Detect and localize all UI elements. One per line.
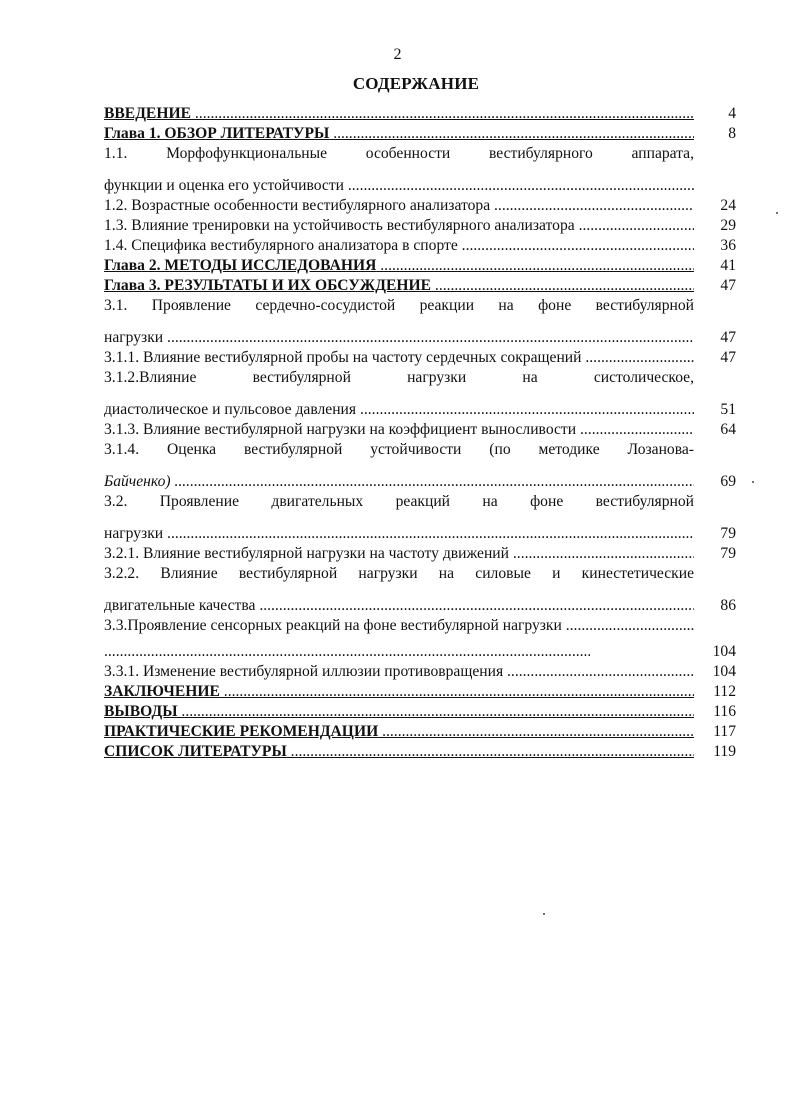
- toc-entry-title: 1.4. Специфика вестибулярного анализатора в спорте .....: [104, 236, 694, 256]
- toc-entry-page: 51: [720, 401, 736, 418]
- toc-entry-page: 104: [712, 643, 736, 660]
- toc-entry[interactable]: [104, 236, 744, 256]
- toc-entry-page: 47: [720, 329, 736, 346]
- toc-entry[interactable]: [104, 524, 744, 544]
- toc-entry[interactable]: [104, 596, 744, 616]
- toc-entry-page: 119: [713, 743, 736, 760]
- toc-entry[interactable]: [104, 196, 744, 216]
- toc-entry-title: 1.2. Возрастные особенности вестибулярного анализатора .....: [104, 196, 694, 216]
- toc-entry[interactable]: [104, 328, 744, 348]
- toc-entry-title: Глава 2. МЕТОДЫ ИССЛЕДОВАНИЯ .....: [104, 256, 694, 276]
- toc-entry-page: 86: [720, 597, 736, 614]
- toc-entry-page: 47: [720, 349, 736, 366]
- toc-entry-page: 104: [712, 663, 736, 680]
- toc-entry-page: 79: [720, 545, 736, 562]
- toc-entry-title: [104, 642, 590, 662]
- toc-entry[interactable]: [104, 256, 744, 276]
- toc-entry[interactable]: [104, 662, 744, 682]
- toc-entry-page: 47: [720, 277, 736, 294]
- toc-entry[interactable]: [104, 144, 744, 170]
- toc-entry[interactable]: [104, 176, 744, 196]
- toc-entry[interactable]: [104, 216, 744, 236]
- toc-entry-page: 64: [720, 421, 736, 438]
- toc-entry-page: 36: [720, 237, 736, 254]
- toc-entry[interactable]: [104, 492, 744, 518]
- toc-entry[interactable]: [104, 682, 744, 702]
- toc-entry[interactable]: [104, 722, 744, 742]
- toc-entry-title: 3.1.1. Влияние вестибулярной пробы на частоту сердечных сокращений .....: [104, 348, 694, 368]
- table-of-contents: [104, 104, 744, 762]
- toc-entry[interactable]: [104, 472, 744, 492]
- toc-entry-page: 69: [720, 473, 736, 490]
- toc-entry-title: 3.2.1. Влияние вестибулярной нагрузки на частоту движений .....: [104, 544, 694, 564]
- toc-entry-title: двигательные качества .....: [104, 596, 694, 616]
- toc-entry[interactable]: [104, 420, 744, 440]
- toc-entry-page: 29: [720, 217, 736, 234]
- toc-entry[interactable]: [104, 368, 744, 394]
- toc-entry[interactable]: [104, 104, 744, 124]
- toc-entry[interactable]: [104, 440, 744, 466]
- page-title: СОДЕРЖАНИЕ: [352, 74, 480, 93]
- toc-entry-title: ЗАКЛЮЧЕНИЕ .....: [104, 682, 694, 702]
- toc-entry[interactable]: [104, 124, 744, 144]
- toc-entry-page: 4: [728, 105, 736, 122]
- toc-entry-page: 79: [720, 525, 736, 542]
- toc-entry-title: 3.1.3. Влияние вестибулярной нагрузки на коэффициент выносливости .....: [104, 420, 694, 440]
- toc-entry[interactable]: [104, 276, 744, 296]
- toc-entry-title: 3.1.4. Оценка вестибулярной устойчивости (по методике Лозанова-: [104, 441, 694, 458]
- toc-entry-title: СПИСОК ЛИТЕРАТУРЫ .....: [104, 742, 694, 762]
- scan-speck: [776, 212, 778, 214]
- toc-entry[interactable]: [104, 616, 744, 642]
- toc-entry[interactable]: [104, 296, 744, 322]
- toc-entry-page: 8: [728, 125, 736, 142]
- toc-entry-title: 3.1. Проявление сердечно-сосудистой реакции на фоне вестибулярной: [104, 297, 694, 314]
- toc-entry-title: ВВЕДЕНИЕ .....: [104, 104, 694, 124]
- toc-entry-title: 3.3.1. Изменение вестибулярной иллюзии противовращения .....: [104, 662, 694, 682]
- scan-speck: [543, 913, 545, 915]
- toc-entry-page: 24: [720, 197, 736, 214]
- toc-entry[interactable]: [104, 742, 744, 762]
- toc-entry-title: 1.1. Морфофункциональные особенности вестибулярного аппарата,: [104, 145, 694, 162]
- toc-entry-page: 112: [713, 683, 736, 700]
- toc-entry-title: 3.2.2. Влияние вестибулярной нагрузки на силовые и кинестетические: [104, 565, 694, 582]
- toc-entry-title: Глава 1. ОБЗОР ЛИТЕРАТУРЫ .....: [104, 124, 694, 144]
- scan-speck: [752, 481, 754, 483]
- toc-entry[interactable]: [104, 348, 744, 368]
- toc-entry-title: 3.2. Проявление двигательных реакций на фоне вестибулярной: [104, 493, 694, 510]
- toc-entry-title: ВЫВОДЫ .....: [104, 702, 694, 722]
- toc-entry-title: 1.3. Влияние тренировки на устойчивость вестибулярного анализатора .....: [104, 216, 694, 236]
- toc-entry[interactable]: [104, 702, 744, 722]
- toc-entry[interactable]: [104, 544, 744, 564]
- toc-entry[interactable]: [104, 400, 744, 420]
- toc-entry-title: 3.1.2.Влияние вестибулярной нагрузки на систолическое,: [104, 369, 694, 386]
- toc-entry-title: нагрузки .....: [104, 328, 694, 348]
- toc-entry[interactable]: [104, 564, 744, 590]
- toc-entry-title: ПРАКТИЧЕСКИЕ РЕКОМЕНДАЦИИ .....: [104, 722, 694, 742]
- toc-entry-title: функции и оценка его устойчивости .....: [104, 176, 694, 196]
- toc-entry-page: 116: [713, 703, 736, 720]
- toc-entry-title: 3.3.Проявление сенсорных реакций на фоне вестибулярной нагрузки .....: [104, 616, 694, 636]
- page-number: 2: [393, 46, 402, 63]
- toc-entry-title: диастолическое и пульсовое давления .....: [104, 400, 694, 420]
- toc-entry-page: 117: [713, 723, 736, 740]
- toc-entry-title: Глава 3. РЕЗУЛЬТАТЫ И ИХ ОБСУЖДЕНИЕ .....: [104, 276, 694, 296]
- toc-entry-title: Байченко) .....: [104, 472, 694, 492]
- toc-entry-title: нагрузки .....: [104, 524, 694, 544]
- toc-entry-page: 41: [720, 257, 736, 274]
- toc-entry[interactable]: [104, 642, 744, 662]
